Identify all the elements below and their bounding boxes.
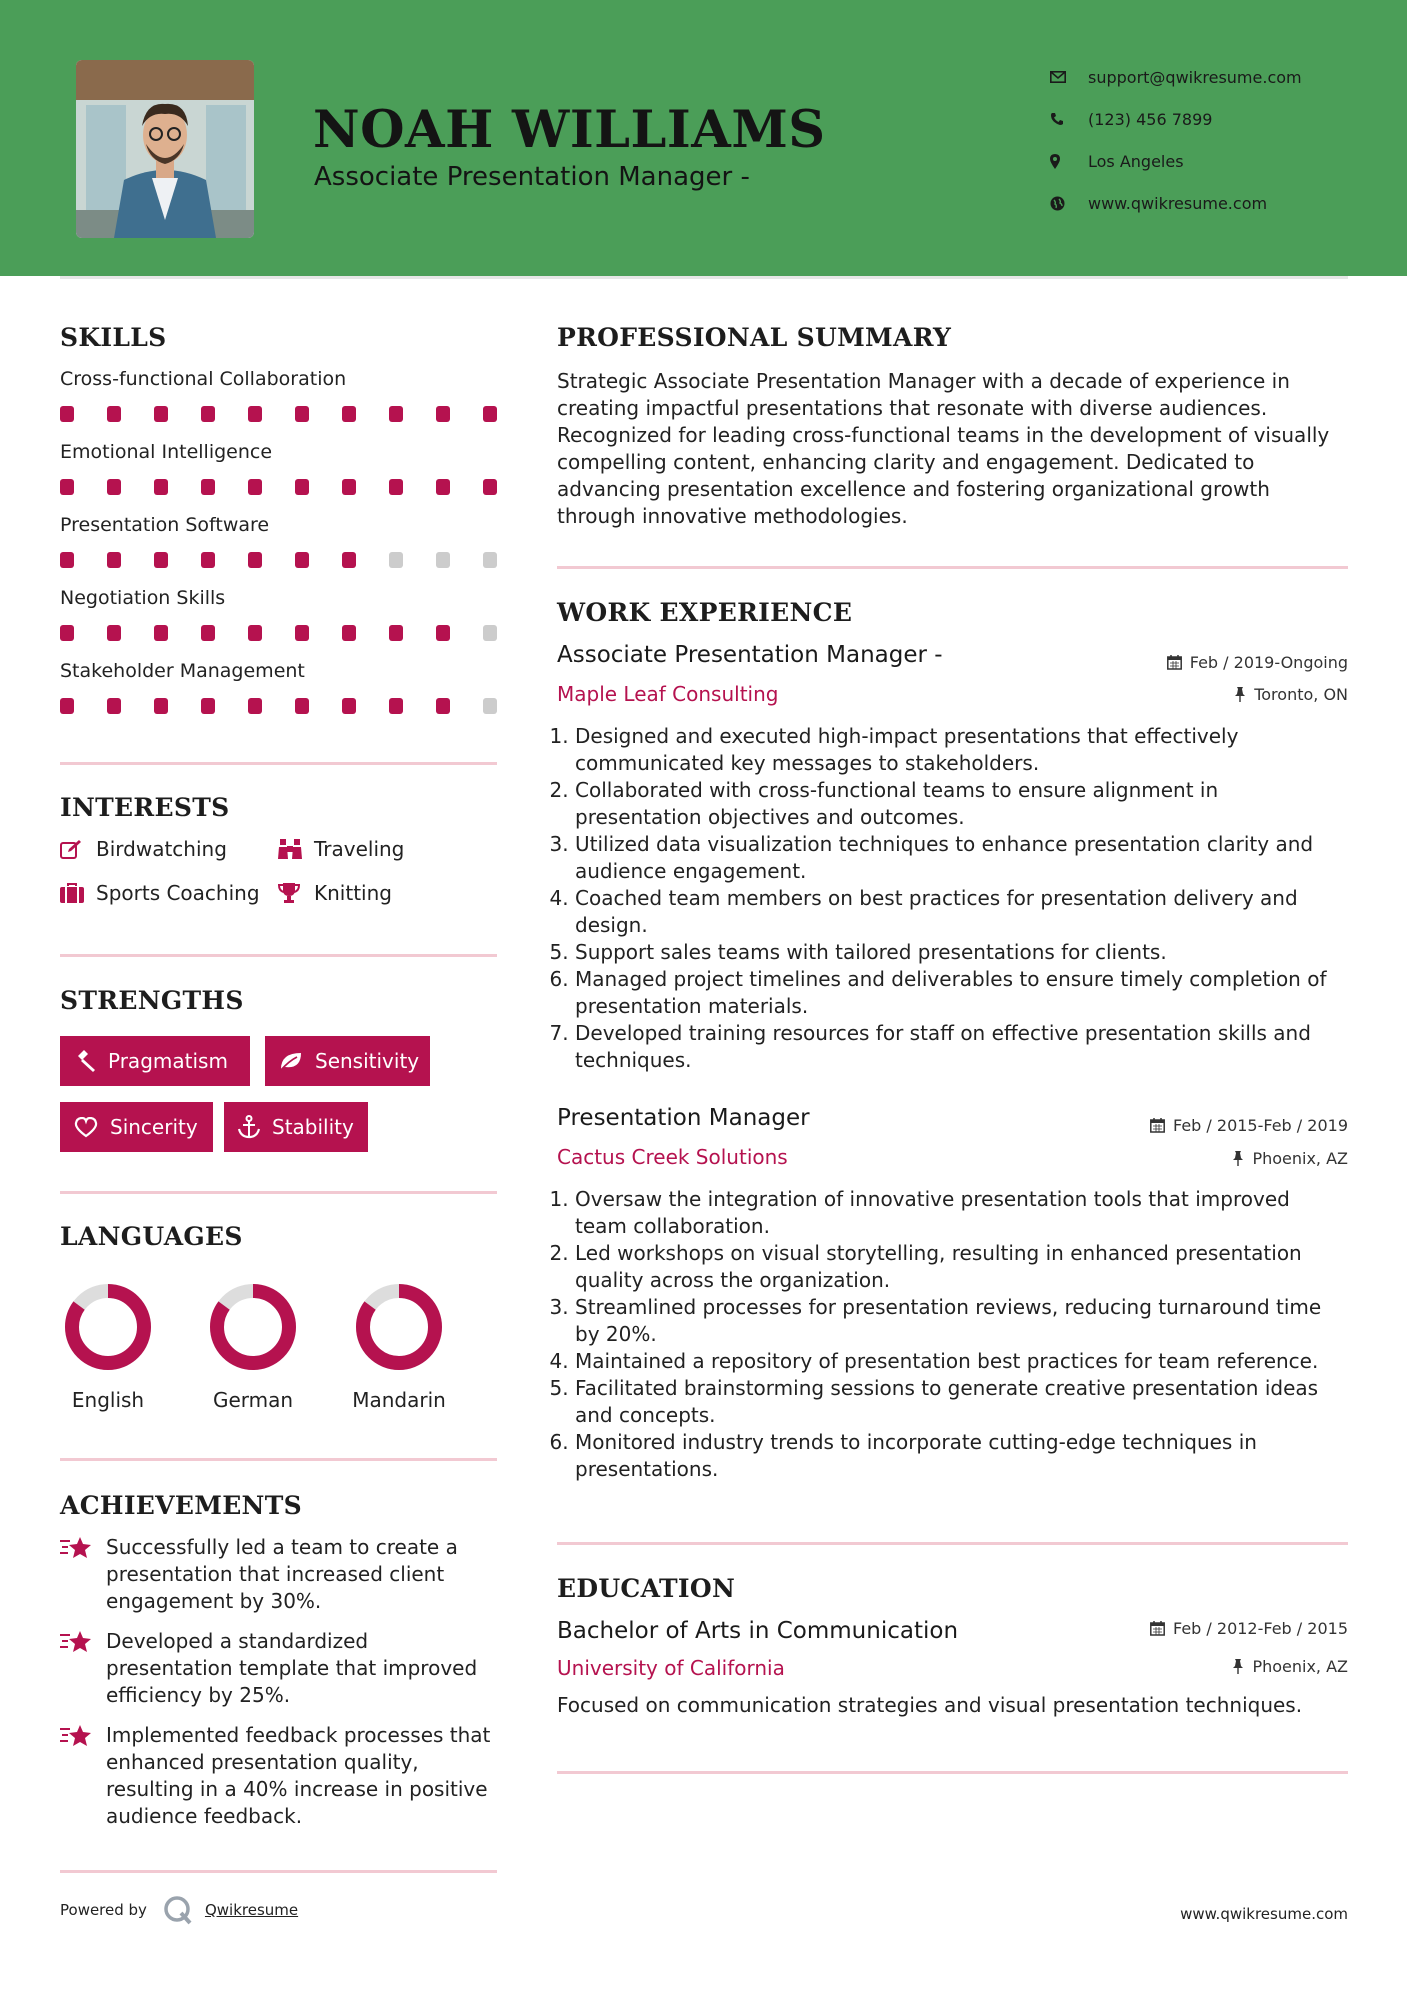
rating-dot-filled xyxy=(436,479,450,495)
job-title: Presentation Manager xyxy=(557,1105,810,1131)
rating-dot-filled xyxy=(295,552,309,568)
strength-tag xyxy=(60,1102,213,1152)
skill-rating xyxy=(60,406,530,422)
duty-item: 4. Coached team members on best practices for presentation delivery and design. xyxy=(575,885,1348,939)
rating-dot-filled xyxy=(295,625,309,641)
contact-website[interactable] xyxy=(1050,182,1302,224)
section-divider xyxy=(60,1870,497,1873)
achievement-text: Developed a standardized presentation template that improved efficiency by 25%. xyxy=(106,1629,478,1707)
duty-item: 1. Oversaw the integration of innovative presentation tools that improved team collaboration. xyxy=(575,1186,1348,1240)
globe-icon xyxy=(1050,196,1088,211)
duty-item: 4. Maintained a repository of presentation best practices for team reference. xyxy=(575,1348,1348,1375)
star-icon xyxy=(60,1534,106,1615)
contact-email[interactable] xyxy=(1050,56,1302,98)
rating-dot-filled xyxy=(295,406,309,422)
achievement-item xyxy=(60,1722,497,1830)
rating-dot-empty xyxy=(483,698,497,714)
rating-dot-filled xyxy=(389,406,403,422)
rating-dot-filled xyxy=(60,479,74,495)
rating-dot-filled xyxy=(248,625,262,641)
envelope-icon xyxy=(1050,71,1088,83)
rating-dot-filled xyxy=(342,698,356,714)
language-label: German xyxy=(212,1388,294,1412)
rating-dot-filled xyxy=(389,625,403,641)
job-location-text: Phoenix, AZ xyxy=(1252,1149,1348,1168)
qwikresume-link[interactable]: Qwikresume xyxy=(204,1901,299,1919)
anchor-icon xyxy=(238,1115,260,1139)
pencil-square-icon xyxy=(60,839,96,859)
skill-label: Cross-functional Collaboration xyxy=(60,368,347,390)
skill-rating xyxy=(60,625,530,641)
rating-dot-filled xyxy=(60,552,74,568)
education-location-text: Phoenix, AZ xyxy=(1252,1657,1348,1676)
language-item xyxy=(334,1282,464,1412)
duty-item: 6. Monitored industry trends to incorporate cutting-edge techniques in presentations. xyxy=(575,1429,1348,1483)
job-dates xyxy=(1150,1116,1348,1135)
skill-rating xyxy=(60,552,530,568)
duty-item: 5. Facilitated brainstorming sessions to generate creative presentation ideas and concepts. xyxy=(575,1375,1348,1429)
binoculars-icon xyxy=(278,838,314,860)
briefcase-icon xyxy=(60,883,96,903)
rating-dot-filled xyxy=(342,552,356,568)
qwikresume-logo-icon xyxy=(163,1895,193,1925)
strength-tag xyxy=(224,1102,368,1152)
rating-dot-filled xyxy=(107,479,121,495)
phone-icon xyxy=(1050,112,1088,126)
rating-dot-filled xyxy=(248,479,262,495)
rating-dot-filled xyxy=(342,406,356,422)
contact-phone-text: (123) 456 7899 xyxy=(1088,109,1213,129)
rating-dot-filled xyxy=(154,552,168,568)
skills-heading: SKILLS xyxy=(60,323,167,352)
education-location xyxy=(1232,1657,1348,1676)
achievement-text: Successfully led a team to create a presentation that increased client engagement by 30%. xyxy=(106,1535,458,1613)
language-level-donut xyxy=(208,1282,298,1372)
strengths-heading: STRENGTHS xyxy=(60,986,244,1015)
rating-dot-filled xyxy=(436,625,450,641)
profile-photo xyxy=(76,60,254,238)
languages-heading: LANGUAGES xyxy=(60,1222,243,1251)
section-divider xyxy=(60,954,497,957)
footer-powered-by xyxy=(60,1895,298,1925)
trophy-icon xyxy=(278,882,314,904)
duty-item: 2. Led workshops on visual storytelling, resulting in enhanced presentation quality across the organization. xyxy=(575,1240,1348,1294)
education-heading: EDUCATION xyxy=(557,1574,736,1603)
rating-dot-filled xyxy=(201,552,215,568)
rating-dot-filled xyxy=(154,406,168,422)
contact-phone[interactable] xyxy=(1050,98,1302,140)
calendar-icon xyxy=(1150,1118,1165,1133)
rating-dot-filled xyxy=(436,406,450,422)
calendar-icon xyxy=(1150,1621,1165,1636)
job-title: Associate Presentation Manager - xyxy=(557,642,943,668)
rating-dot-filled xyxy=(107,698,121,714)
company-name: Cactus Creek Solutions xyxy=(557,1145,788,1169)
rating-dot-filled xyxy=(295,479,309,495)
duty-item: 3. Utilized data visualization techniques to enhance presentation clarity and audience engagement. xyxy=(575,831,1348,885)
achievements-heading: ACHIEVEMENTS xyxy=(60,1491,302,1520)
language-label: Mandarin xyxy=(352,1388,446,1412)
strength-label: Sensitivity xyxy=(315,1049,420,1073)
strength-tag xyxy=(265,1036,430,1086)
star-icon xyxy=(60,1628,106,1709)
job-dates xyxy=(1167,653,1348,672)
rating-dot-filled xyxy=(60,698,74,714)
job-duties xyxy=(557,1186,1348,1483)
duty-item: 1. Designed and executed high-impact presentations that effectively communicated key messages to stakeholders. xyxy=(575,723,1348,777)
education-description: Focused on communication strategies and visual presentation techniques. xyxy=(557,1693,1303,1717)
duty-item: 6. Managed project timelines and deliverables to ensure timely completion of presentation materials. xyxy=(575,966,1348,1020)
section-divider xyxy=(60,1191,497,1194)
duty-item: 2. Collaborated with cross-functional teams to ensure alignment in presentation objectives and outcomes. xyxy=(575,777,1348,831)
strength-tag xyxy=(60,1036,250,1086)
language-label: English xyxy=(71,1388,145,1412)
rating-dot-filled xyxy=(60,406,74,422)
rating-dot-filled xyxy=(483,406,497,422)
language-item xyxy=(188,1282,318,1412)
duty-item: 5. Support sales teams with tailored presentations for clients. xyxy=(575,939,1348,966)
section-divider xyxy=(60,1458,497,1461)
rating-dot-filled xyxy=(201,698,215,714)
pin-icon xyxy=(1232,1151,1244,1166)
company-name: Maple Leaf Consulting xyxy=(557,682,779,706)
rating-dot-filled xyxy=(154,479,168,495)
star-icon xyxy=(60,1722,106,1830)
rating-dot-filled xyxy=(154,698,168,714)
strength-label: Pragmatism xyxy=(108,1049,228,1073)
strength-label: Sincerity xyxy=(110,1115,198,1139)
rating-dot-filled xyxy=(389,479,403,495)
rating-dot-filled xyxy=(201,406,215,422)
interest-item xyxy=(60,837,227,861)
school-name: University of California xyxy=(557,1656,785,1680)
contact-website-text: www.qwikresume.com xyxy=(1088,193,1268,213)
section-divider xyxy=(557,566,1348,569)
rating-dot-filled xyxy=(107,552,121,568)
skill-label: Negotiation Skills xyxy=(60,587,226,609)
contact-list xyxy=(1050,56,1302,224)
rating-dot-filled xyxy=(201,625,215,641)
rating-dot-filled xyxy=(248,552,262,568)
skill-label: Emotional Intelligence xyxy=(60,441,273,463)
candidate-name: NOAH WILLIAMS xyxy=(313,100,826,160)
rating-dot-filled xyxy=(154,625,168,641)
candidate-title: Associate Presentation Manager - xyxy=(314,162,750,192)
strength-label: Stability xyxy=(272,1115,354,1139)
rating-dot-empty xyxy=(436,552,450,568)
map-marker-icon xyxy=(1050,154,1088,169)
gavel-icon xyxy=(74,1050,96,1072)
work-heading: WORK EXPERIENCE xyxy=(557,598,853,627)
contact-email-text: support@qwikresume.com xyxy=(1088,67,1302,87)
rating-dot-empty xyxy=(483,552,497,568)
job-location-text: Toronto, ON xyxy=(1254,685,1348,704)
job-dates-text: Feb / 2015-Feb / 2019 xyxy=(1173,1116,1348,1135)
skill-rating xyxy=(60,479,530,495)
rating-dot-filled xyxy=(295,698,309,714)
powered-by-label: Powered by xyxy=(60,1901,147,1919)
language-level-donut xyxy=(354,1282,444,1372)
rating-dot-filled xyxy=(201,479,215,495)
skill-label: Presentation Software xyxy=(60,514,270,536)
job-location xyxy=(1234,685,1348,704)
contact-location xyxy=(1050,140,1302,182)
duty-item: 3. Streamlined processes for presentation reviews, reducing turnaround time by 20%. xyxy=(575,1294,1348,1348)
summary-text: Strategic Associate Presentation Manager with a decade of experience in creating impactful presentations that resonate with diverse audiences. Recognized for leading cross-functional teams in the development of visually compelling content, enhancing clarity and engagement. Dedicated to advancing presentation excellence and fostering organizational growth through innovative methodologies. xyxy=(557,369,1330,528)
rating-dot-filled xyxy=(60,625,74,641)
rating-dot-empty xyxy=(389,552,403,568)
interest-label: Birdwatching xyxy=(96,837,227,861)
duty-item: 7. Developed training resources for staff on effective presentation skills and techniques. xyxy=(575,1020,1348,1074)
education-dates xyxy=(1150,1619,1348,1638)
job-duties xyxy=(557,723,1348,1074)
section-divider xyxy=(60,762,497,765)
achievement-item xyxy=(60,1628,497,1709)
calendar-icon xyxy=(1167,655,1182,670)
rating-dot-filled xyxy=(342,479,356,495)
interest-label: Knitting xyxy=(314,881,392,905)
footer-url[interactable]: www.qwikresume.com xyxy=(1180,1905,1348,1923)
job-location xyxy=(1232,1149,1348,1168)
rating-dot-empty xyxy=(483,625,497,641)
pin-icon xyxy=(1234,687,1246,702)
achievement-item xyxy=(60,1534,497,1615)
rating-dot-filled xyxy=(248,406,262,422)
job-dates-text: Feb / 2019-Ongoing xyxy=(1189,653,1348,672)
interest-label: Sports Coaching xyxy=(96,881,260,905)
interest-label: Traveling xyxy=(314,837,405,861)
achievement-text: Implemented feedback processes that enhanced presentation quality, resulting in a 40% increase in positive audience feedback. xyxy=(106,1723,491,1828)
education-dates-text: Feb / 2012-Feb / 2015 xyxy=(1173,1619,1348,1638)
skill-label: Stakeholder Management xyxy=(60,660,305,682)
interest-item xyxy=(278,881,392,905)
rating-dot-filled xyxy=(436,698,450,714)
interest-item xyxy=(60,881,260,905)
interests-heading: INTERESTS xyxy=(60,793,230,822)
contact-location-text: Los Angeles xyxy=(1088,151,1184,171)
rating-dot-filled xyxy=(248,698,262,714)
header-banner xyxy=(0,0,1407,276)
interest-item xyxy=(278,837,404,861)
pin-icon xyxy=(1232,1659,1244,1674)
rating-dot-filled xyxy=(342,625,356,641)
header-divider xyxy=(60,276,1348,279)
skill-rating xyxy=(60,698,530,714)
rating-dot-filled xyxy=(107,406,121,422)
language-item xyxy=(43,1282,173,1412)
degree-title: Bachelor of Arts in Communication xyxy=(557,1618,959,1644)
rating-dot-filled xyxy=(483,479,497,495)
summary-heading: PROFESSIONAL SUMMARY xyxy=(557,323,952,352)
leaf-icon xyxy=(279,1051,303,1071)
language-level-donut xyxy=(63,1282,153,1372)
section-divider xyxy=(557,1771,1348,1774)
rating-dot-filled xyxy=(389,698,403,714)
heart-icon xyxy=(74,1117,98,1138)
rating-dot-filled xyxy=(107,625,121,641)
section-divider xyxy=(557,1542,1348,1545)
